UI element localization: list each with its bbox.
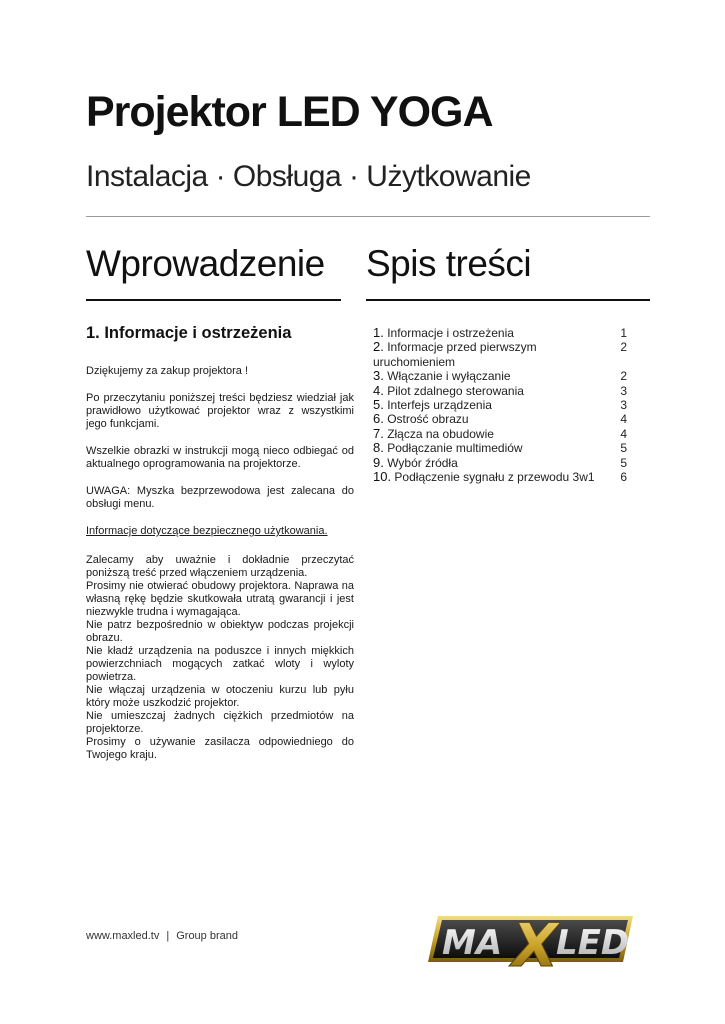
safety-line: Nie umieszczaj żadnych ciężkich przedmiotów na projektorze. bbox=[86, 710, 354, 735]
toc-page: 4 bbox=[620, 412, 627, 427]
safety-line: Zalecamy aby uważnie i dokładnie przeczytać poniższą treść przed włączeniem urządzenia. bbox=[86, 554, 354, 579]
footer-separator: | bbox=[166, 930, 170, 942]
section-title: 1. Informacje i ostrzeżenia bbox=[86, 324, 292, 342]
document-title: Projektor LED YOGA bbox=[86, 88, 493, 136]
toc-label: Wybór źródła bbox=[387, 455, 458, 470]
toc-label: Podłączanie multimediów bbox=[387, 441, 523, 456]
toc-page: 3 bbox=[620, 398, 627, 413]
intro-heading-rule bbox=[86, 299, 341, 301]
toc-page: 2 bbox=[620, 369, 627, 384]
intro-paragraph: UWAGA: Myszka bezprzewodowa jest zalecana do obsługi menu. bbox=[86, 485, 354, 510]
intro-heading: Wprowadzenie bbox=[86, 243, 325, 284]
intro-paragraph: Wszelkie obrazki w instrukcji mogą nieco odbiegać od aktualnego oprogramowania na projektorze. bbox=[86, 445, 354, 470]
toc-item[interactable] bbox=[373, 412, 627, 426]
maxled-logo bbox=[428, 900, 638, 980]
safety-list bbox=[86, 554, 354, 762]
toc-label: Złącza na obudowie bbox=[387, 426, 494, 441]
toc-heading-rule bbox=[366, 299, 650, 301]
logo-text-x: X bbox=[512, 911, 559, 980]
toc-number: 3. bbox=[373, 368, 384, 384]
footer-url[interactable]: www.maxled.tv bbox=[86, 930, 160, 942]
toc-item[interactable] bbox=[373, 340, 627, 369]
toc-label: Podłączenie sygnału z przewodu 3w1 bbox=[394, 470, 595, 485]
footer-tagline: Group brand bbox=[176, 930, 238, 942]
toc-item[interactable] bbox=[373, 427, 627, 441]
toc-page: 4 bbox=[620, 426, 627, 441]
table-of-contents bbox=[373, 326, 627, 484]
toc-number: 4. bbox=[373, 382, 384, 398]
intro-column bbox=[86, 324, 354, 762]
toc-item[interactable] bbox=[373, 326, 627, 340]
toc-heading: Spis treści bbox=[366, 243, 532, 284]
toc-page: 3 bbox=[620, 383, 627, 398]
toc-number: 9. bbox=[373, 454, 384, 470]
toc-label: Informacje przed pierwszym uruchomieniem bbox=[373, 340, 537, 369]
toc-item[interactable] bbox=[373, 369, 627, 383]
safety-line: Nie kładź urządzenia na poduszce i innych miękkich powierzchniach mogących zatkać wloty i wyloty powietrza. bbox=[86, 645, 354, 683]
toc-item[interactable] bbox=[373, 456, 627, 470]
header-divider bbox=[86, 216, 650, 217]
safety-line: Nie włączaj urządzenia w otoczeniu kurzu lub pyłu który może uszkodzić projektor. bbox=[86, 684, 354, 709]
safety-line: Nie patrz bezpośrednio w obiektyw podczas projekcji obrazu. bbox=[86, 619, 354, 644]
intro-paragraph: Dziękujemy za zakup projektora ! bbox=[86, 365, 249, 377]
toc-number: 7. bbox=[373, 425, 384, 441]
logo-text-ma: MA bbox=[442, 923, 503, 963]
logo-text-led: LED bbox=[556, 923, 630, 963]
toc-label: Ostrość obrazu bbox=[387, 412, 469, 427]
safety-line: Prosimy o używanie zasilacza odpowiedniego do Twojego kraju. bbox=[86, 736, 354, 761]
safety-line: Prosimy nie otwierać obudowy projektora. Naprawa na własną rękę będzie skutkowała utratą gwarancji i jest niezwykle trudna i wymagająca. bbox=[86, 580, 354, 618]
toc-number: 10. bbox=[373, 469, 392, 485]
toc-page: 2 bbox=[620, 340, 627, 355]
toc-number: 8. bbox=[373, 440, 384, 456]
safety-heading: Informacje dotyczące bezpiecznego użytkowania. bbox=[86, 525, 328, 537]
toc-page: 5 bbox=[620, 455, 627, 470]
toc-page: 6 bbox=[620, 470, 627, 485]
footer bbox=[86, 930, 238, 942]
toc-item[interactable] bbox=[373, 470, 627, 484]
toc-label: Pilot zdalnego sterowania bbox=[387, 383, 524, 398]
document-subtitle: Instalacja · Obsługa · Użytkowanie bbox=[86, 160, 531, 193]
toc-number: 1. bbox=[373, 325, 384, 340]
toc-number: 5. bbox=[373, 397, 384, 413]
toc-label: Informacje i ostrzeżenia bbox=[387, 326, 514, 340]
toc-item[interactable] bbox=[373, 398, 627, 412]
toc-item[interactable] bbox=[373, 384, 627, 398]
toc-item[interactable] bbox=[373, 441, 627, 455]
toc-label: Włączanie i wyłączanie bbox=[387, 369, 511, 384]
toc-number: 6. bbox=[373, 411, 384, 427]
intro-paragraph: Po przeczytaniu poniższej treści będziesz wiedział jak prawidłowo użytkować projektor wraz z wszystkimi jego funkcjami. bbox=[86, 392, 354, 430]
toc-page: 5 bbox=[620, 441, 627, 456]
toc-number: 2. bbox=[373, 339, 384, 355]
toc-label: Interfejs urządzenia bbox=[387, 398, 492, 413]
toc-page: 1 bbox=[620, 326, 627, 340]
